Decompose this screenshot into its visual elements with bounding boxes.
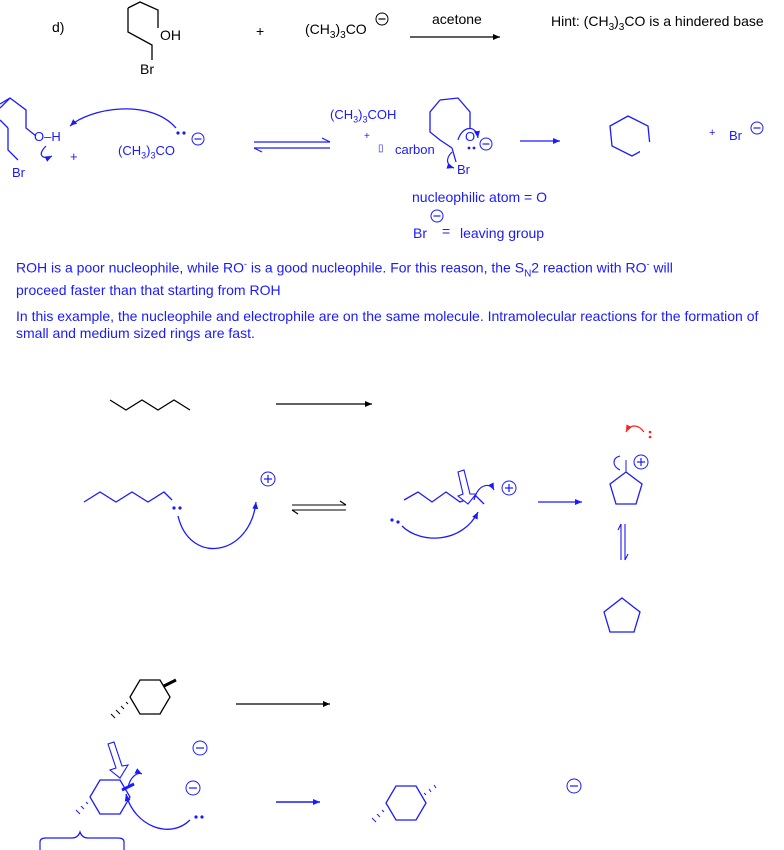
lone-pair-icon	[468, 147, 471, 150]
negative-charge-icon	[431, 210, 443, 222]
leaving-group-bromine: Br	[413, 225, 427, 241]
lone-pair-icon	[473, 147, 476, 150]
equals-sign: =	[442, 223, 451, 239]
hint-text: Hint: $(CH_3)_3CO$ is a hindered base	[551, 13, 764, 33]
curved-arrow-icon	[448, 152, 454, 168]
lone-pair-icon	[200, 815, 203, 818]
hashed-bond	[76, 802, 88, 814]
negative-charge-icon	[193, 741, 207, 755]
hexyl-chain-structure	[84, 492, 172, 502]
curved-arrow-icon	[614, 456, 620, 470]
positive-charge-icon	[634, 455, 648, 469]
positive-charge-icon	[261, 472, 275, 486]
leaving-group-note: leaving group	[460, 225, 545, 241]
plus-sign: +	[364, 131, 370, 142]
open-arrow-icon	[458, 470, 476, 504]
negative-charge-icon	[480, 138, 492, 150]
cyclohexane-product-ring	[386, 786, 426, 820]
lone-pair-icon	[649, 431, 652, 434]
hydride-abstraction-arrow-icon	[126, 794, 190, 829]
lone-pair-icon	[176, 131, 179, 134]
cyclization-arrow-icon	[402, 512, 478, 538]
cyclopentyl-cation-ring	[610, 472, 642, 504]
tert-butoxide-label: $(CH_3)_3CO$	[305, 21, 367, 41]
negative-charge-icon	[376, 13, 388, 25]
cyclohexane-ring	[90, 780, 130, 814]
brace-icon	[40, 832, 124, 850]
positive-charge-icon	[502, 481, 516, 495]
hashed-bond	[372, 810, 384, 822]
open-chain-structure	[0, 98, 36, 160]
negative-charge-icon	[751, 122, 763, 134]
lone-pair-icon	[194, 815, 197, 818]
negative-charge-icon	[567, 779, 581, 793]
lone-pair-icon	[390, 518, 393, 521]
hydroxyl-label: OH	[160, 27, 181, 43]
bromine-label: Br	[140, 61, 154, 77]
lone-pair-icon	[649, 436, 652, 439]
deprotonation-arrow-icon	[70, 109, 176, 128]
hashed-bond	[424, 785, 436, 795]
bromine-label: Br	[457, 162, 470, 177]
bromine-label: Br	[12, 165, 25, 180]
equilibrium-arrows-icon	[254, 138, 330, 152]
hexane-structure	[110, 400, 190, 410]
open-arrow-icon	[108, 742, 128, 778]
carbon-label: carbon	[395, 142, 435, 157]
curved-arrow-icon	[41, 146, 52, 158]
cyclopentane-ring	[604, 598, 640, 632]
alkoxide-oxygen-label: O	[465, 129, 476, 144]
missing-glyph: ▯	[378, 143, 384, 154]
cyclization-arrow-icon	[178, 502, 256, 549]
bromide-label: Br	[729, 128, 742, 143]
tert-butoxide-label: $(CH_3)_3CO$	[118, 143, 175, 161]
curved-arrow-icon	[458, 128, 478, 140]
lone-pair-icon	[396, 520, 399, 523]
bromobutanol-structure	[128, 2, 158, 60]
problem-label: d)	[52, 19, 65, 35]
wedge-bond	[164, 680, 176, 686]
solvent-label: acetone	[432, 11, 482, 27]
plus-sign: +	[256, 23, 265, 39]
hashed-bond	[111, 702, 128, 718]
lone-pair-icon	[178, 506, 181, 509]
equilibrium-arrows-icon	[292, 501, 346, 514]
hydride-shift-arrow-icon	[626, 426, 644, 432]
tert-butanol-label: $(CH_3)_3COH$	[330, 107, 397, 125]
oh-group-label: O–H	[34, 129, 61, 144]
plus-sign: +	[709, 127, 716, 139]
explanation-paragraph-1: ROH is a poor nucleophile, while RO- is a good nucleophile. For this reason, the $S_N2$ reaction with RO- will proceed faster than that starting from ROH	[16, 259, 673, 299]
explanation-paragraph-2: In this example, the nucleophile and electrophile are on the same molecule. Intramolecular reactions for the formation of small and medium sized rings are fast.	[16, 308, 759, 341]
negative-charge-icon	[186, 781, 200, 795]
lone-pair-icon	[182, 131, 185, 134]
negative-charge-icon	[192, 133, 204, 145]
nucleophilic-atom-note: nucleophilic atom = O	[412, 189, 548, 205]
plus-sign: +	[70, 149, 78, 164]
lone-pair-icon	[172, 506, 175, 509]
equilibrium-arrows-icon	[618, 524, 628, 560]
